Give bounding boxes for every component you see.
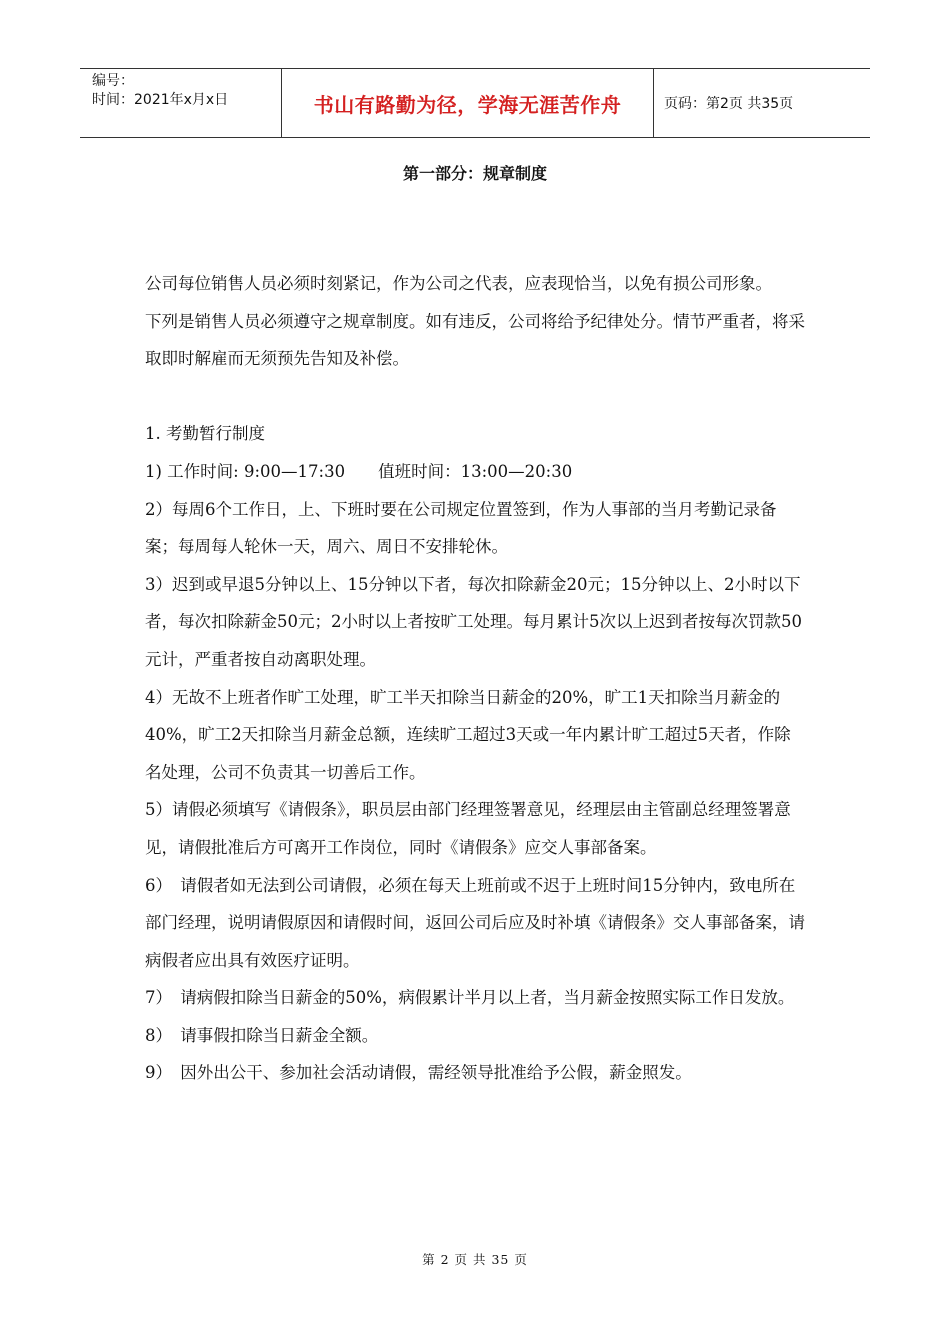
- rule-item: 7） 请病假扣除当日薪金的50%，病假累计半月以上者，当月薪金按照实际工作日发放。: [145, 988, 795, 1008]
- header-page-info: 页码：第2页 共35页: [664, 96, 794, 112]
- page-footer: 第 2 页 共 35 页: [422, 1252, 528, 1267]
- header-motto: 书山有路勤为径，学海无涯苦作舟: [282, 69, 654, 137]
- header-meta: [80, 69, 282, 137]
- rule-item: 2）每周6个工作日，上、下班时要在公司规定位置签到，作为人事部的当月考勤记录备案；每周每人轮休一天，周六、周日不安排轮休。: [145, 499, 777, 557]
- page-title: 第一部分：规章制度: [402, 164, 547, 183]
- rule-item: 5）请假必须填写《请假条》，职员层由部门经理签署意见，经理层由主管副总经理签署意见，请假批准后方可离开工作岗位，同时《请假条》应交人事部备案。: [145, 800, 791, 857]
- document-body: [145, 265, 807, 1092]
- document-number-label: 编号：: [92, 73, 134, 89]
- intro-paragraph: 公司每位销售人员必须时刻紧记，作为公司之代表，应表现恰当，以免有损公司形象。: [145, 274, 772, 293]
- rule-item: 4）无故不上班者作旷工处理，旷工半天扣除当日薪金的20%，旷工1天扣除当月薪金的40%，旷工2天扣除当月薪金总额，连续旷工超过3天或一年内累计旷工超过5天者，作除名处理，公司不负责其一切善后工作。: [145, 687, 791, 782]
- rule-item: 8） 请事假扣除当日薪金全额。: [145, 1025, 379, 1045]
- page-header: [80, 68, 870, 138]
- intro-paragraph: 下列是销售人员必须遵守之规章制度。如有违反，公司将给予纪律处分。情节严重者，将采取即时解雇而无须预先告知及补偿。: [145, 311, 805, 369]
- rule-item: 3）迟到或早退5分钟以上、15分钟以下者，每次扣除薪金20元；15分钟以上、2小时以下者，每次扣除薪金50元；2小时以上者按旷工处理。每月累计5次以上迟到者按每次罚款50元计，严重者按自动离职处理。: [145, 574, 802, 669]
- rule-item: 9） 因外出公干、参加社会活动请假，需经领导批准给予公假，薪金照发。: [145, 1063, 692, 1083]
- section-title: 1. 考勤暂行制度: [145, 424, 265, 444]
- rule-item: 1) 工作时间: 9:00—17:30 值班时间：13:00—20:30: [145, 461, 573, 481]
- rule-item: 6） 请假者如无法到公司请假，必须在每天上班前或不迟于上班时间15分钟内，致电所在部门经理，说明请假原因和请假时间，返回公司后应及时补填《请假条》交人事部备案，请病假者应出具有效医疗证明。: [145, 875, 805, 970]
- document-date: 时间：2021年x月x日: [92, 92, 229, 108]
